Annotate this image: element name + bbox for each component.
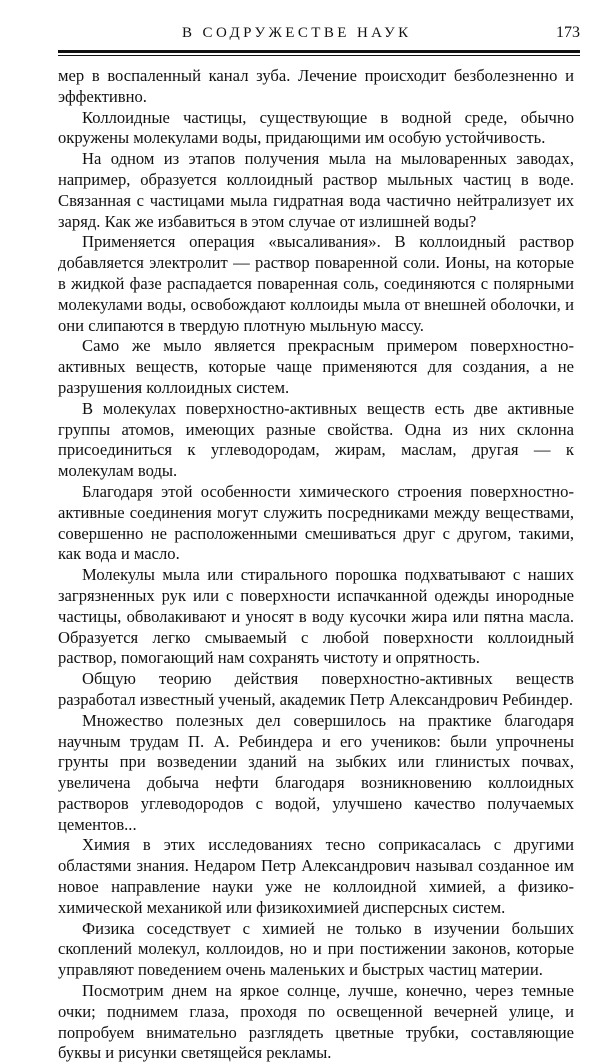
header-rule-thick <box>58 50 580 53</box>
paragraph-2: Коллоидные частицы, существующие в водной среде, обычно окружены молекулами воды, придающими им особую устойчивость. <box>58 107 574 148</box>
paragraph-10: Множество полезных дел совершилось на практике благодаря научным трудам П. А. Ребиндера и его учеников: были упрочнены грунты при возведении зданий на зыбких или глинистых почвах, увеличена добыча нефти благодаря возникновению коллоидных растворов углеводородов с водой, улучшено качество получаемых цементов... <box>58 710 574 834</box>
paragraph-11: Химия в этих исследованиях тесно соприкасалась с другими областями знания. Недаром Петр Александрович называл созданное им новое направление науки уже не коллоидной химией, а физико-химической механикой или физикохимией дисперсных систем. <box>58 835 574 917</box>
paragraph-3: На одном из этапов получения мыла на мыловаренных заводах, например, образуется коллоидный раствор мыльных частиц в воде. Связанная с частицами мыла гидратная вода частично нейтрализует их заряд. Как же избавиться в этом случае от излишней воды? <box>58 149 574 231</box>
header-rule-thin <box>58 55 580 56</box>
paragraph-1: мер в воспаленный канал зуба. Лечение происходит безболезненно и эффективно. <box>58 66 574 106</box>
paragraph-8: Молекулы мыла или стирального порошка подхватывают с наших загрязненных рук или с поверхности испачканной одежды инородные частицы, обволакивают и уносят в воду кусочки жира или пятна масла. Образуется легко смываемый с любой поверхности коллоидный раствор, помогающий нам сохранять чистоту и опрятность. <box>58 565 574 668</box>
page-number: 173 <box>556 24 580 41</box>
paragraph-6: В молекулах поверхностно-активных веществ есть две активные группы атомов, имеющих разные свойства. Одна из них склонна присоединиться к углеводородам, жирам, маслам, другая — к молекулам воды. <box>58 398 574 481</box>
paragraph-9: Общую теорию действия поверхностно-активных веществ разработал известный ученый, академик Петр Александрович Ребиндер. <box>58 669 574 709</box>
paragraph-4: Применяется операция «высаливания». В коллоидный раствор добавляется электролит — раствор поваренной соли. Ионы, на которые в жидкой фазе распадается поваренная соль, соединяются с полярными молекулами воды, освобождают коллоиды мыла от внешней оболочки, и они слипаются в твердую плотную мыльную массу. <box>58 232 574 335</box>
running-head: В СОДРУЖЕСТВЕ НАУК <box>182 25 412 41</box>
page-header <box>58 22 580 44</box>
paragraph-7: Благодаря этой особенности химического строения поверхностно-активные соединения могут служить посредниками между веществами, совершенно не расположенными смешиваться друг с другом, такими, как вода и масло. <box>58 481 574 564</box>
paragraph-5: Само же мыло является прекрасным примером поверхностно-активных веществ, которые чаще применяются для создания, а не разрушения коллоидных систем. <box>58 336 574 397</box>
body-text <box>58 66 574 1064</box>
paragraph-12: Физика соседствует с химией не только в изучении больших скоплений молекул, коллоидов, но и при постижении законов, которые управляют поведением очень маленьких и быстрых частиц материи. <box>58 918 574 980</box>
paragraph-13: Посмотрим днем на яркое солнце, лучше, конечно, через темные очки; поднимем глаза, проходя по освещенной вечерней улице, и попробуем внимательно разглядеть цветные трубки, составляющие буквы и рисунки светящейся рекламы. <box>58 981 574 1063</box>
